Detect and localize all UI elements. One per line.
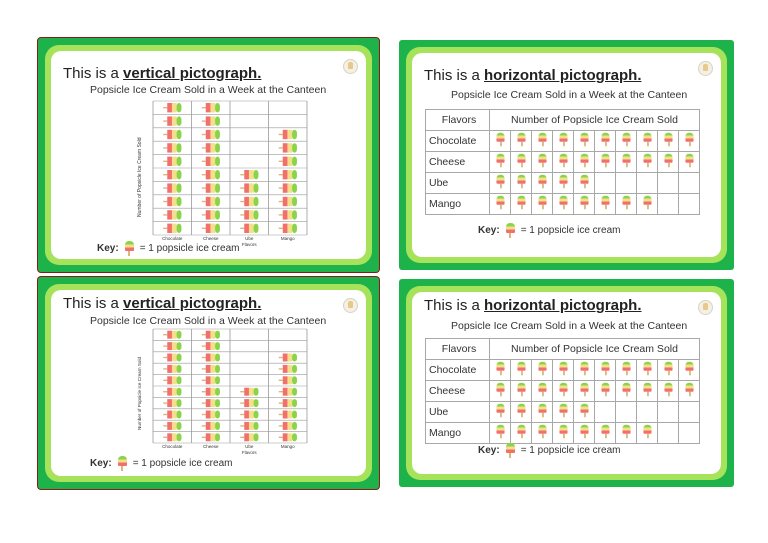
popsicle-mark [240, 183, 258, 192]
popsicle-mark [538, 404, 546, 418]
key-text: = 1 popsicle ice cream [139, 243, 240, 254]
pictograph-cell [616, 402, 637, 423]
pictograph-cell [511, 173, 532, 194]
x-tick-label: Cheese [202, 236, 219, 241]
card-heading: This is a vertical pictograph. [63, 65, 262, 82]
popsicle-mark [163, 170, 181, 179]
pictograph-cell [490, 131, 511, 152]
popsicle-mark [202, 130, 220, 139]
pictograph-cell [532, 173, 553, 194]
pictograph-cell [532, 194, 553, 215]
popsicle-mark [496, 133, 504, 147]
pictograph-cell [658, 131, 679, 152]
popsicle-mark [685, 154, 693, 168]
pictograph-cell [574, 173, 595, 194]
table-row [426, 381, 700, 402]
key-label: Key: [478, 225, 500, 236]
horizontal-pictograph [425, 109, 700, 215]
popsicle-mark [538, 425, 546, 439]
popsicle-mark [580, 383, 588, 397]
popsicle-mark [517, 154, 525, 168]
card-inner-border [406, 286, 727, 480]
popsicle-mark [664, 362, 672, 376]
x-tick-label: Chocolate [162, 236, 183, 241]
x-axis-label: Flavors [241, 242, 257, 247]
pictograph-cell [553, 173, 574, 194]
flavor-label: Chocolate [426, 360, 490, 381]
popsicle-mark [496, 196, 504, 210]
popsicle-mark [163, 197, 181, 206]
popsicle-mark [202, 433, 220, 441]
popsicle-icon [506, 443, 515, 458]
horizontal-pictograph [425, 338, 700, 444]
popsicle-mark [538, 154, 546, 168]
horizontal-pictograph-card-1[interactable] [399, 40, 734, 270]
popsicle-mark [538, 383, 546, 397]
popsicle-mark [202, 342, 220, 350]
x-tick-label: Ube [245, 444, 254, 449]
popsicle-mark [517, 175, 525, 189]
pictograph-cell [658, 402, 679, 423]
popsicle-mark [580, 362, 588, 376]
pictograph-cell [616, 152, 637, 173]
pictograph-cell [658, 152, 679, 173]
pictograph-cell [637, 173, 658, 194]
popsicle-mark [202, 157, 220, 166]
pictograph-cell [511, 381, 532, 402]
horizontal-pictograph-card-2[interactable] [399, 279, 734, 487]
popsicle-mark [559, 362, 567, 376]
popsicle-mark [580, 196, 588, 210]
popsicle-mark [580, 154, 588, 168]
popsicle-mark [163, 388, 181, 396]
pictograph-cell [574, 381, 595, 402]
popsicle-mark [163, 342, 181, 350]
popsicle-mark [496, 154, 504, 168]
popsicle-mark [622, 133, 630, 147]
pictograph-cell [511, 131, 532, 152]
popsicle-mark [279, 376, 297, 384]
card-content [412, 53, 721, 257]
popsicle-mark [622, 425, 630, 439]
pictograph-cell [679, 381, 700, 402]
pictograph-cell [532, 402, 553, 423]
pictograph-cell [595, 194, 616, 215]
popsicle-mark [685, 133, 693, 147]
vertical-pictograph-card-1[interactable] [38, 38, 379, 272]
popsicle-mark [601, 383, 609, 397]
popsicle-mark [240, 433, 258, 441]
popsicle-mark [240, 388, 258, 396]
y-axis-label-svg [133, 109, 145, 219]
card-inner-border [45, 45, 372, 265]
pictograph-cell [679, 402, 700, 423]
pictograph-cell [658, 173, 679, 194]
popsicle-mark [202, 116, 220, 125]
pictograph-cell [553, 381, 574, 402]
key-legend [97, 241, 239, 256]
header-row [426, 339, 700, 360]
popsicle-mark [559, 425, 567, 439]
popsicle-mark [279, 354, 297, 362]
pictograph-cell [679, 173, 700, 194]
popsicle-mark [240, 422, 258, 430]
popsicle-mark [643, 383, 651, 397]
column-header-flavors: Flavors [426, 339, 490, 360]
pictograph-cell [658, 381, 679, 402]
popsicle-mark [202, 376, 220, 384]
popsicle-mark [279, 170, 297, 179]
pictograph-cell [679, 152, 700, 173]
popsicle-mark [202, 224, 220, 233]
popsicle-mark [580, 175, 588, 189]
popsicle-mark [643, 425, 651, 439]
popsicle-mark [643, 133, 651, 147]
pictograph-cell [637, 402, 658, 423]
pictograph-cell [532, 152, 553, 173]
chart-title: Popsicle Ice Cream Sold in a Week at the Canteen [90, 315, 327, 327]
pictograph-cell [574, 152, 595, 173]
column-header-number: Number of Popsicle Ice Cream Sold [490, 110, 700, 131]
popsicle-mark [559, 404, 567, 418]
y-axis-label: Number of Popsicle Ice Cream Sold [137, 356, 142, 430]
pictograph-cell [595, 131, 616, 152]
card-heading: This is a vertical pictograph. [63, 295, 262, 312]
pictograph-cell [637, 360, 658, 381]
popsicle-mark [163, 116, 181, 125]
popsicle-mark [496, 425, 504, 439]
popsicle-mark [279, 388, 297, 396]
popsicle-mark [496, 362, 504, 376]
popsicle-mark [601, 196, 609, 210]
popsicle-mark [517, 383, 525, 397]
popsicle-mark [240, 411, 258, 419]
pictograph-cell [679, 423, 700, 444]
x-tick-label: Mango [280, 236, 295, 241]
pictograph-cell [532, 131, 553, 152]
popsicle-mark [202, 143, 220, 152]
pictograph-cell [658, 423, 679, 444]
pictograph-cell [679, 194, 700, 215]
pictograph-cell [511, 360, 532, 381]
popsicle-mark [517, 133, 525, 147]
popsicle-mark [685, 383, 693, 397]
pictograph-cell [616, 131, 637, 152]
popsicle-icon [118, 456, 127, 471]
pictograph-cell [595, 423, 616, 444]
popsicle-mark [279, 365, 297, 373]
y-axis-label-svg [133, 332, 145, 432]
pictograph-cell [616, 173, 637, 194]
popsicle-mark [601, 133, 609, 147]
pictograph-cell [658, 194, 679, 215]
flavor-label: Cheese [426, 152, 490, 173]
popsicle-mark [622, 362, 630, 376]
pictograph-cell [553, 402, 574, 423]
popsicle-badge-icon [698, 300, 713, 315]
popsicle-mark [163, 331, 181, 339]
popsicle-mark [202, 411, 220, 419]
x-tick-label: Chocolate [162, 444, 183, 449]
card-inner-border [406, 47, 727, 263]
pictograph-cell [574, 131, 595, 152]
popsicle-mark [202, 365, 220, 373]
key-text: = 1 popsicle ice cream [132, 458, 233, 469]
popsicle-mark [202, 170, 220, 179]
table-row [426, 131, 700, 152]
popsicle-mark [622, 154, 630, 168]
popsicle-mark [202, 197, 220, 206]
popsicle-mark [163, 411, 181, 419]
popsicle-mark [240, 210, 258, 219]
pictograph-cell [595, 152, 616, 173]
table-row [426, 423, 700, 444]
card-content [51, 290, 366, 476]
popsicle-mark [559, 133, 567, 147]
table-row [426, 402, 700, 423]
pictograph-cell [553, 194, 574, 215]
x-tick-label: Cheese [202, 444, 219, 449]
y-axis-label: Number of Popsicle Ice Cream Sold [137, 137, 143, 217]
popsicle-mark [559, 154, 567, 168]
popsicle-badge-icon [698, 61, 713, 76]
popsicle-mark [163, 433, 181, 441]
pictograph-cell [532, 360, 553, 381]
key-label: Key: [90, 458, 112, 469]
pictograph-cell [553, 423, 574, 444]
popsicle-mark [517, 362, 525, 376]
pictograph-cell [574, 423, 595, 444]
popsicle-mark [163, 130, 181, 139]
popsicle-mark [643, 362, 651, 376]
pictograph-cell [595, 360, 616, 381]
popsicle-mark [240, 399, 258, 407]
pictograph-cell [616, 423, 637, 444]
pictograph-cell [637, 131, 658, 152]
pictograph-cell [679, 360, 700, 381]
pictograph-cell [490, 194, 511, 215]
card-heading: This is a horizontal pictograph. [424, 67, 642, 84]
flavor-label: Mango [426, 423, 490, 444]
key-text: = 1 popsicle ice cream [520, 445, 621, 456]
table-row [426, 173, 700, 194]
pictograph-cell [616, 381, 637, 402]
popsicle-mark [538, 362, 546, 376]
card-content [412, 292, 721, 474]
pictograph-cell [637, 381, 658, 402]
key-legend [478, 443, 620, 458]
pictograph-cell [553, 131, 574, 152]
popsicle-mark [496, 404, 504, 418]
popsicle-mark [517, 425, 525, 439]
popsicle-mark [240, 197, 258, 206]
popsicle-mark [580, 425, 588, 439]
flavor-label: Mango [426, 194, 490, 215]
pictograph-cell [511, 402, 532, 423]
pictograph-cell [595, 402, 616, 423]
card-heading: This is a horizontal pictograph. [424, 297, 642, 314]
pictograph-cell [553, 152, 574, 173]
flavor-label: Ube [426, 402, 490, 423]
popsicle-mark [163, 376, 181, 384]
popsicle-mark [163, 210, 181, 219]
pictograph-cell [595, 173, 616, 194]
popsicle-mark [202, 388, 220, 396]
pictograph-cell [532, 381, 553, 402]
x-tick-label: Mango [280, 444, 295, 449]
popsicle-mark [279, 433, 297, 441]
popsicle-mark [163, 422, 181, 430]
popsicle-mark [240, 170, 258, 179]
popsicle-mark [622, 196, 630, 210]
pictograph-cell [511, 152, 532, 173]
popsicle-icon [506, 223, 515, 238]
popsicle-mark [202, 354, 220, 362]
x-axis-label: Flavors [241, 450, 257, 455]
pictograph-cell [511, 423, 532, 444]
popsicle-mark [279, 411, 297, 419]
popsicle-mark [202, 103, 220, 112]
pictograph-cell [658, 360, 679, 381]
popsicle-mark [664, 383, 672, 397]
pictograph-cell [574, 194, 595, 215]
pictograph-cell [637, 152, 658, 173]
vertical-pictograph-card-2[interactable] [38, 277, 379, 489]
popsicle-mark [279, 399, 297, 407]
popsicle-mark [685, 362, 693, 376]
popsicle-mark [538, 196, 546, 210]
popsicle-mark [517, 196, 525, 210]
popsicle-mark [601, 362, 609, 376]
popsicle-mark [279, 157, 297, 166]
flavor-label: Cheese [426, 381, 490, 402]
popsicle-mark [240, 224, 258, 233]
pictograph-cell [574, 402, 595, 423]
popsicle-mark [163, 354, 181, 362]
popsicle-mark [643, 154, 651, 168]
column-header-flavors: Flavors [426, 110, 490, 131]
chart-title: Popsicle Ice Cream Sold in a Week at the Canteen [451, 320, 688, 332]
pictograph-cell [637, 194, 658, 215]
key-legend [90, 456, 232, 471]
key-legend [478, 223, 620, 238]
popsicle-mark [538, 133, 546, 147]
popsicle-mark [163, 143, 181, 152]
pictograph-cell [616, 194, 637, 215]
popsicle-mark [279, 130, 297, 139]
flavor-label: Ube [426, 173, 490, 194]
popsicle-mark [622, 383, 630, 397]
popsicle-mark [202, 210, 220, 219]
pictograph-cell [532, 423, 553, 444]
pictograph-cell [616, 360, 637, 381]
popsicle-badge-icon [343, 298, 358, 313]
popsicle-mark [202, 331, 220, 339]
popsicle-mark [279, 197, 297, 206]
flavor-label: Chocolate [426, 131, 490, 152]
popsicle-mark [279, 422, 297, 430]
vertical-pictograph [129, 327, 319, 457]
key-text: = 1 popsicle ice cream [520, 225, 621, 236]
popsicle-mark [163, 365, 181, 373]
popsicle-mark [601, 154, 609, 168]
pictograph-cell [595, 381, 616, 402]
x-tick-label: Ube [245, 236, 254, 241]
popsicle-mark [538, 175, 546, 189]
popsicle-mark [559, 383, 567, 397]
pictograph-cell [637, 423, 658, 444]
popsicle-mark [496, 175, 504, 189]
popsicle-mark [559, 196, 567, 210]
popsicle-mark [559, 175, 567, 189]
popsicle-mark [580, 133, 588, 147]
key-label: Key: [97, 243, 119, 254]
popsicle-mark [163, 224, 181, 233]
popsicle-mark [163, 157, 181, 166]
chart-title: Popsicle Ice Cream Sold in a Week at the Canteen [90, 84, 327, 96]
pictograph-cell [679, 131, 700, 152]
pictograph-cell [490, 152, 511, 173]
pictograph-cell [490, 402, 511, 423]
pictograph-cell [490, 381, 511, 402]
popsicle-mark [163, 103, 181, 112]
popsicle-mark [664, 133, 672, 147]
popsicle-mark [202, 183, 220, 192]
pictograph-cell [490, 173, 511, 194]
pictograph-cell [511, 194, 532, 215]
popsicle-mark [517, 404, 525, 418]
popsicle-mark [279, 183, 297, 192]
popsicle-mark [163, 399, 181, 407]
key-label: Key: [478, 445, 500, 456]
pictograph-cell [490, 360, 511, 381]
pictograph-cell [574, 360, 595, 381]
table-row [426, 194, 700, 215]
popsicle-mark [202, 422, 220, 430]
card-inner-border [45, 284, 372, 482]
popsicle-mark [279, 143, 297, 152]
pictograph-cell [553, 360, 574, 381]
popsicle-badge-icon [343, 59, 358, 74]
popsicle-mark [163, 183, 181, 192]
popsicle-mark [580, 404, 588, 418]
column-header-number: Number of Popsicle Ice Cream Sold [490, 339, 700, 360]
popsicle-mark [279, 210, 297, 219]
pictograph-cell [490, 423, 511, 444]
popsicle-mark [601, 425, 609, 439]
table-row [426, 152, 700, 173]
popsicle-mark [643, 196, 651, 210]
popsicle-mark [279, 224, 297, 233]
header-row [426, 110, 700, 131]
popsicle-mark [664, 154, 672, 168]
chart-title: Popsicle Ice Cream Sold in a Week at the Canteen [451, 89, 688, 101]
vertical-pictograph [129, 99, 319, 249]
table-row [426, 360, 700, 381]
popsicle-mark [496, 383, 504, 397]
popsicle-mark [202, 399, 220, 407]
popsicle-icon [125, 241, 134, 256]
card-content [51, 51, 366, 259]
